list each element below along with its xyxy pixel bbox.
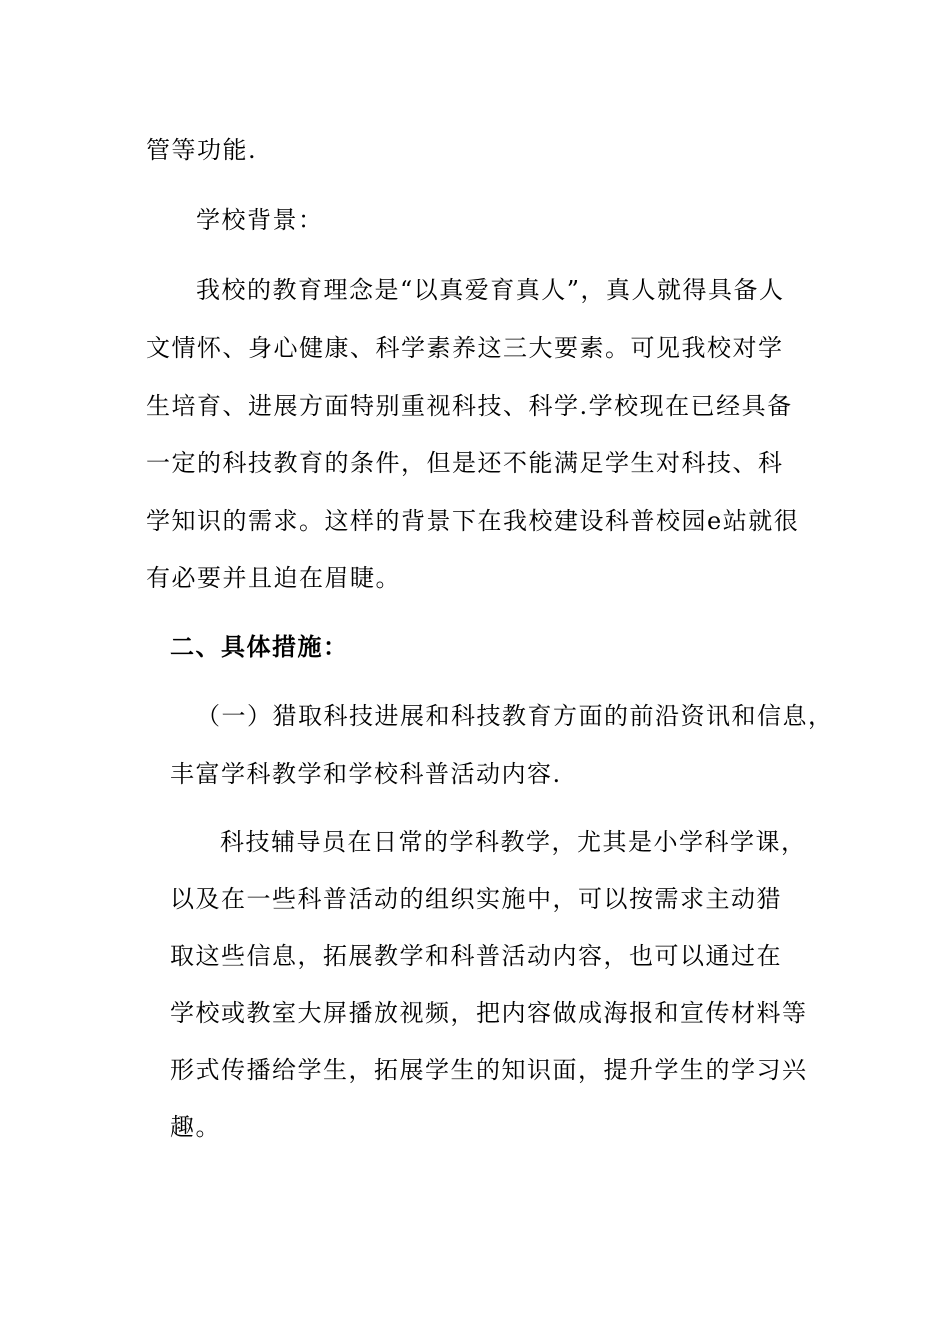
text-line: 趣。 [170,1113,221,1141]
section-label: 学校背景： [196,206,324,234]
text-line: 学校或教室大屏播放视频，把内容做成海报和宣传材料等 [170,999,808,1027]
text-line: 学知识的需求。这样的背景下在我校建设科普校园e站就很 [146,507,800,535]
text-line: 形式传播给学生，拓展学生的知识面，提升学生的学习兴 [170,1056,808,1084]
text-line: 管等功能. [146,136,258,164]
text-line: 取这些信息，拓展教学和科普活动内容，也可以通过在 [170,942,782,970]
text-line: 生培育、进展方面特别重视科技、科学.学校现在已经具备 [146,392,793,420]
text-line: 我校的教育理念是“以真爱育真人”，真人就得具备人 [196,276,785,304]
text-line: 科技辅导员在日常的学科教学，尤其是小学科学课， [220,828,807,856]
text-line: 丰富学科教学和学校科普活动内容. [170,760,562,788]
section-heading: 二、具体措施： [170,633,349,661]
subsection-heading: （一）猎取科技进展和科技教育方面的前沿资讯和信息， [196,702,834,730]
text-line: 以及在一些科普活动的组织实施中，可以按需求主动猎 [170,885,782,913]
text-line: 一定的科技教育的条件，但是还不能满足学生对科技、科 [146,449,784,477]
text-line: 有必要并且迫在眉睫。 [146,564,401,592]
text-line: 文情怀、身心健康、科学素养这三大要素。可见我校对学 [146,334,784,362]
